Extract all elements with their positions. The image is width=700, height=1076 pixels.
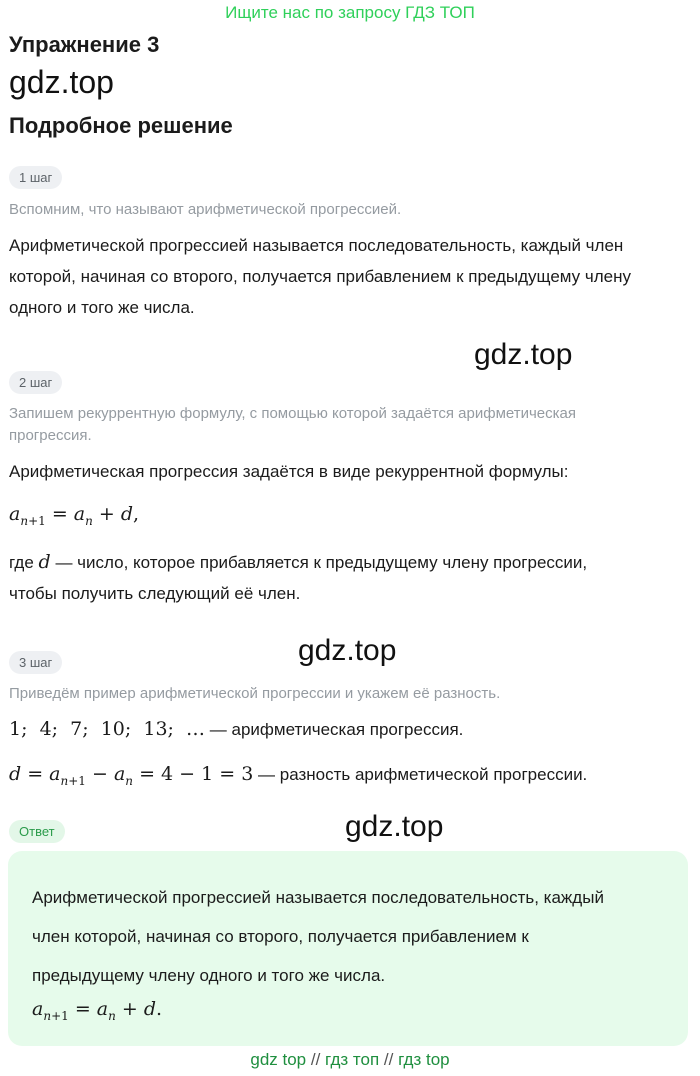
site-logo[interactable]: gdz.top	[9, 64, 114, 100]
answer-text-line: член которой, начиная со второго, получается прибавлением к	[32, 927, 529, 946]
step-1-badge-label: 1 шаг	[9, 166, 62, 189]
watermark: gdz.top	[298, 634, 397, 667]
step-1-text-line: одного и того же числа.	[9, 298, 195, 317]
exercise-title: Упражнение 3	[9, 32, 160, 57]
step-2-hint	[9, 403, 576, 447]
step-3-badge-label: 3 шаг	[9, 651, 62, 674]
answer-text	[32, 878, 604, 995]
step-3-difference-text: — разность арифметической прогрессии.	[258, 765, 588, 784]
step-2-explanation-variable: d	[38, 551, 51, 573]
step-3-sequence: 1; 4; 7; 10; 13; …	[9, 718, 206, 740]
answer-badge-label: Ответ	[9, 820, 65, 843]
step-1-hint: Вспомним, что называют арифметической прогрессией.	[9, 201, 402, 218]
step-2-explanation-line-1	[9, 547, 587, 578]
bottom-links	[0, 1050, 700, 1070]
step-3-difference-line	[9, 759, 587, 797]
search-hint-banner[interactable]: Ищите нас по запросу ГДЗ ТОП	[225, 3, 475, 22]
step-2-explanation-prefix: где	[9, 553, 34, 572]
bottom-link[interactable]: гдз топ	[325, 1050, 380, 1069]
step-2-badge-label: 2 шаг	[9, 371, 62, 394]
step-2-explanation-line-2: чтобы получить следующий её член.	[9, 584, 301, 603]
answer-text-line: Арифметической прогрессией называется последовательность, каждый	[32, 888, 604, 907]
step-1-badge	[9, 166, 62, 189]
step-1-text-line: которой, начиная со второго, получается прибавлением к предыдущему члену	[9, 267, 632, 286]
bottom-link[interactable]: gdz top	[250, 1050, 307, 1069]
step-1-text-line: Арифметической прогрессией называется последовательность, каждый член	[9, 236, 624, 255]
step-3-sequence-line	[9, 714, 463, 745]
step-2-explanation-text: — число, которое прибавляется к предыдущему члену прогрессии,	[55, 553, 588, 572]
step-1-text	[9, 230, 631, 323]
step-2-hint-line: Запишем рекуррентную формулу, с помощью которой задаётся арифметическая	[9, 405, 577, 422]
step-2-explanation	[9, 547, 587, 609]
step-2-text: Арифметическая прогрессия задаётся в виде рекуррентной формулы:	[9, 462, 569, 481]
step-3-hint: Приведём пример арифметической прогрессии и укажем её разность.	[9, 685, 501, 702]
answer-badge	[9, 820, 65, 843]
step-3-sequence-text: — арифметическая прогрессия.	[209, 720, 464, 739]
bottom-link[interactable]: гдз top	[398, 1050, 450, 1069]
link-separator: //	[383, 1050, 394, 1069]
watermark: gdz.top	[474, 338, 573, 371]
step-3-badge	[9, 651, 62, 674]
answer-text-line: предыдущему члену одного и того же числа.	[32, 966, 386, 985]
step-2-hint-line: прогрессия.	[9, 427, 92, 444]
step-2-formula: $a_{n+1} = a_n + d$,	[9, 503, 140, 528]
watermark: gdz.top	[345, 810, 444, 843]
answer-formula: $a_{n+1} = a_n + d$.	[32, 998, 163, 1023]
step-3-difference-formula: $d = a_{n+1} - a_n = 4 - 1 = 3$	[9, 763, 254, 788]
section-title: Подробное решение	[9, 113, 233, 138]
link-separator: //	[310, 1050, 321, 1069]
step-2-badge	[9, 371, 62, 394]
